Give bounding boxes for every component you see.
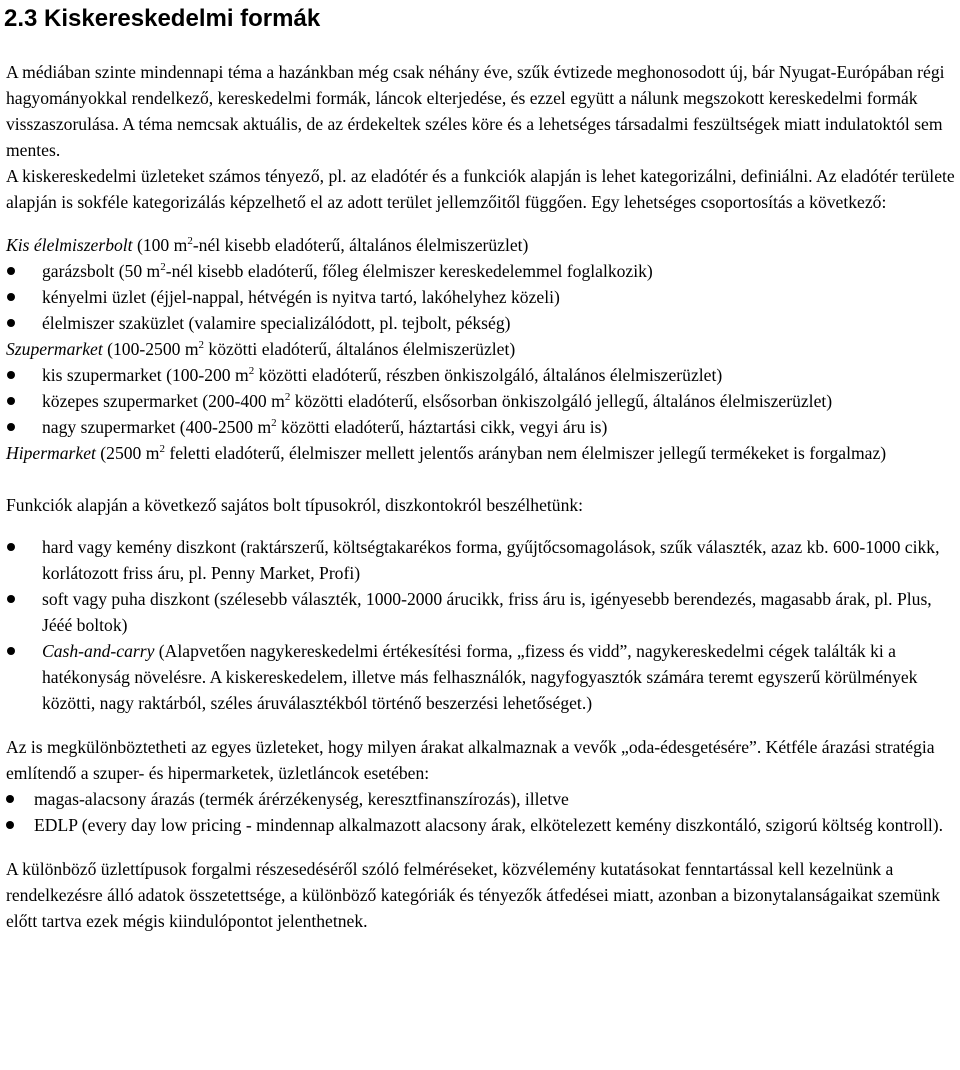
list-item: élelmiszer szaküzlet (valamire specializálódott, pl. tejbolt, pékség)	[6, 310, 958, 336]
list-item-italic: Cash-and-carry	[42, 641, 155, 661]
list-item-text: közötti eladóterű, elsősorban önkiszolgáló jellegű, általános élelmiszerüzlet)	[290, 391, 833, 411]
list-item	[6, 638, 958, 716]
arazas-intro: Az is megkülönböztetheti az egyes üzleteket, hogy milyen árakat alkalmaznak a vevők „oda-édesgetésére”. Kétféle árazási stratégia említendő a szuper- és hipermarketek, üzletláncok esetében:	[6, 737, 935, 783]
section-heading: 2.3 Kiskereskedelmi formák	[4, 5, 321, 32]
list-item-text: garázsbolt (50 m	[42, 261, 161, 281]
category-kis-elelmiszerbolt	[6, 232, 958, 258]
list-item-text: -nél kisebb eladóterű, főleg élelmiszer kereskedelemmel foglalkozik)	[165, 261, 653, 281]
category-name: Szupermarket	[6, 339, 103, 359]
document-page	[6, 0, 958, 934]
category-szupermarket	[6, 336, 958, 362]
superscript: 2	[271, 417, 277, 429]
list-item: soft vagy puha diszkont (szélesebb választék, 1000-2000 árucikk, friss áru is, igényesebb berendezés, magasabb árak, pl. Plus, Jééé boltok)	[6, 586, 958, 638]
superscript: 2	[159, 443, 165, 455]
category-desc-pre: (2500 m	[95, 443, 160, 463]
category-hipermarket	[6, 440, 958, 466]
list-item: EDLP (every day low pricing - mindennap alkalmazott alacsony árak, elkötelezett kemény diszkontáló, szigorú költség kontroll).	[6, 812, 958, 838]
list-item	[6, 362, 958, 388]
category-name: Hipermarket	[6, 443, 96, 463]
category-desc-post: közötti eladóterű, általános élelmiszerüzlet)	[204, 339, 516, 359]
list-item: hard vagy kemény diszkont (raktárszerű, költségtakarékos forma, gyűjtőcsomagolások, szűk választék, azaz kb. 600-1000 cikk, korlátozott friss áru, pl. Penny Market, Profi)	[6, 534, 958, 586]
list-item	[6, 388, 958, 414]
list-item-text: közötti eladóterű, részben önkiszolgáló, általános élelmiszerüzlet)	[254, 365, 723, 385]
closing-paragraph: A különböző üzlettípusok forgalmi részesedéséről szóló felméréseket, közvélemény kutatásokat fenntartással kell kezelnünk a rendelkezésre álló adatok összetettsége, a különböző kategóriák és tényezők átfedései miatt, azonban a bizonytalanságaikat szemünk előtt tartva ezek mégis kiindulópontot jelenthetnek.	[6, 859, 941, 931]
category-desc-pre: (100-2500 m	[102, 339, 199, 359]
list-item-text: kis szupermarket (100-200 m	[42, 365, 249, 385]
category-desc-pre: (100 m	[132, 235, 188, 255]
intro-paragraph-2: A kiskereskedelmi üzleteket számos tényező, pl. az eladótér és a funkciók alapján is lehet kategorizálni, definiálni. Az eladótér területe alapján is sokféle kategorizálás képzelhető el az adott terület jellemzőitől függően. Egy lehetséges csoportosítás a következő:	[6, 166, 955, 212]
funkciok-intro: Funkciók alapján a következő sajátos bolt típusokról, diszkontokról beszélhetünk:	[6, 495, 584, 515]
funkciok-list	[6, 534, 958, 716]
list-item: kényelmi üzlet (éjjel-nappal, hétvégén is nyitva tartó, lakóhelyhez közeli)	[6, 284, 958, 310]
intro-paragraph: A médiában szinte mindennapi téma a hazánkban még csak néhány éve, szűk évtizede meghonosodott új, bár Nyugat-Európában régi hagyományokkal rendelkező, kereskedelmi formák, láncok elterjedése, és ezzel együtt a nálunk megszokott kereskedelmi formák visszaszorulása. A téma nemcsak aktuális, de az érdekeltek széles köre és a lehetséges társadalmi feszültségek miatt indulatoktól sem mentes.	[6, 62, 945, 160]
superscript: 2	[248, 365, 255, 377]
list-item: magas-alacsony árazás (termék árérzékenység, keresztfinanszírozás), illetve	[6, 786, 958, 812]
superscript: 2	[187, 235, 193, 247]
list-item	[6, 414, 958, 440]
list-item	[6, 258, 958, 284]
list-item-text: közepes szupermarket (200-400 m	[42, 391, 285, 411]
list-item-text: (Alapvetően nagykereskedelmi értékesítési forma, „fizess és vidd”, nagykereskedelmi cégek találták ki a hatékonyság növelésre. A kiskereskedelem, illetve más felhasználók, nagyfogyasztók számára teremt egyszerű körülmények közötti, nagy raktárból, széles áruválasztékból történő beszerzési lehetőséget.)	[42, 641, 918, 713]
superscript: 2	[160, 261, 166, 273]
szuper-list	[6, 362, 958, 440]
list-item-text: nagy szupermarket (400-2500 m	[42, 417, 272, 437]
superscript: 2	[198, 339, 205, 351]
arazas-list	[6, 786, 958, 838]
kis-list	[6, 258, 958, 336]
category-desc-post: -nél kisebb eladóterű, általános élelmiszerüzlet)	[192, 235, 529, 255]
category-desc-post: feletti eladóterű, élelmiszer mellett jelentős arányban nem élelmiszer jellegű termékeket is forgalmaz)	[164, 443, 887, 463]
category-name: Kis élelmiszerbolt	[6, 235, 133, 255]
superscript: 2	[284, 391, 291, 403]
list-item-text: közötti eladóterű, háztartási cikk, vegyi áru is)	[276, 417, 608, 437]
